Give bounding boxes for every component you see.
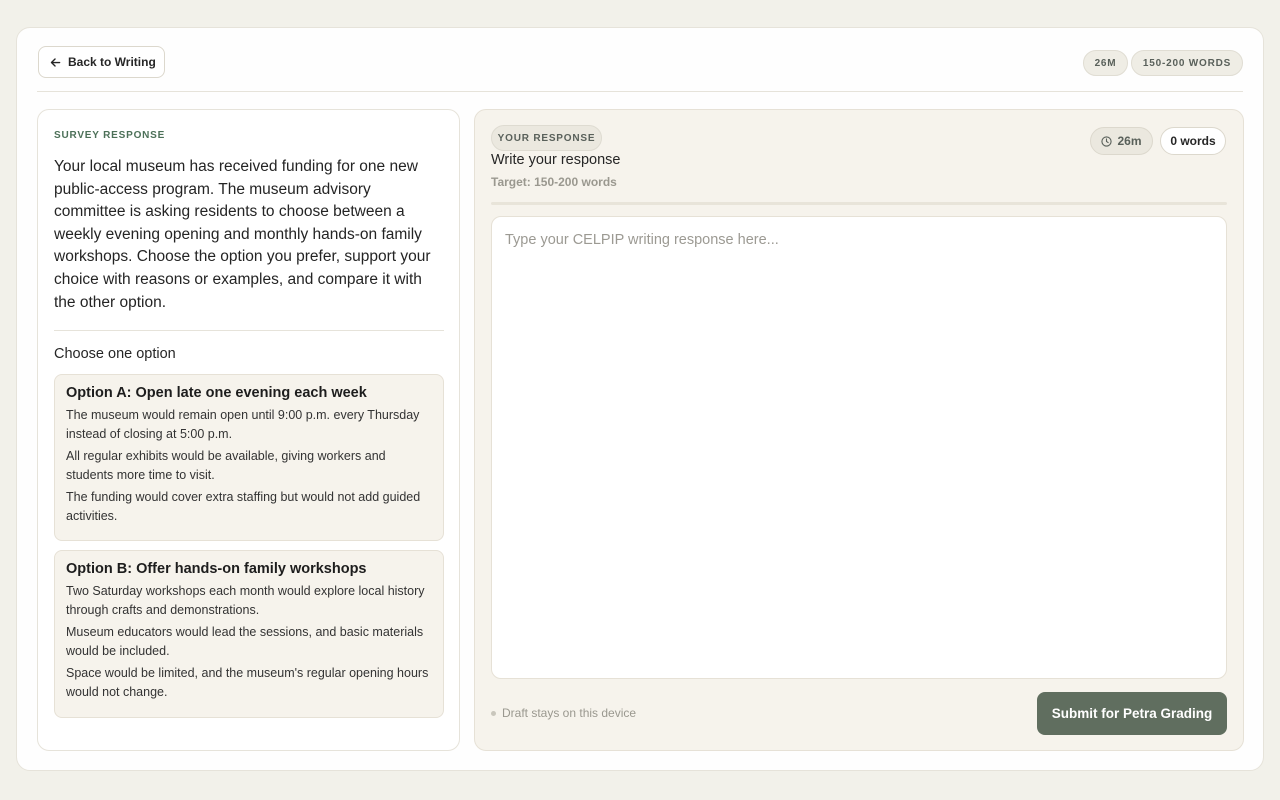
timer-pill xyxy=(1090,127,1153,155)
word-range-badge: 150-200 WORDS xyxy=(1131,50,1243,76)
choose-option-heading: Choose one option xyxy=(54,346,176,362)
time-limit-badge: 26M xyxy=(1083,50,1128,76)
timer-value: 26m xyxy=(1117,134,1142,148)
option-a-card xyxy=(54,374,444,541)
option-b-point: Two Saturday workshops each month would explore local history through crafts and demonstrations. xyxy=(66,584,425,617)
back-button-label: Back to Writing xyxy=(68,55,156,69)
task-prompt: Your local museum has received funding for one new public-access program. The museum advisory committee is asking residents to choose between a weekly evening opening and monthly hands-on family workshops. Choose the option you prefer, support your choice with reasons or examples, and compare it with the other option. xyxy=(54,158,431,311)
back-to-writing-button[interactable] xyxy=(38,46,165,78)
option-a-point: The funding would cover extra staffing but would not add guided activities. xyxy=(66,490,421,523)
response-textarea[interactable] xyxy=(491,216,1227,679)
option-a-point: The museum would remain open until 9:00 p.m. every Thursday instead of closing at 5:00 p.m. xyxy=(66,408,420,441)
draft-status xyxy=(491,706,636,720)
task-panel xyxy=(37,109,460,751)
header-divider xyxy=(37,91,1243,92)
your-response-badge: YOUR RESPONSE xyxy=(491,125,602,151)
option-b-point: Space would be limited, and the museum's regular opening hours would not change. xyxy=(66,666,429,699)
clock-icon xyxy=(1101,136,1112,147)
word-target: Target: 150-200 words xyxy=(491,175,617,189)
response-title: Write your response xyxy=(491,152,621,168)
task-divider xyxy=(54,330,444,331)
option-b-title: Option B: Offer hands-on family workshops xyxy=(66,561,367,577)
word-count-pill: 0 words xyxy=(1160,127,1226,155)
option-a-point: All regular exhibits would be available, giving workers and students more time to visit. xyxy=(66,449,386,482)
word-progress-bar xyxy=(491,202,1227,205)
task-type-label: SURVEY RESPONSE xyxy=(54,130,166,141)
writing-task-card xyxy=(16,27,1264,771)
draft-note: Draft stays on this device xyxy=(502,706,637,720)
status-dot-icon xyxy=(491,711,496,716)
option-b-card xyxy=(54,550,444,718)
submit-for-grading-button[interactable]: Submit for Petra Grading xyxy=(1037,692,1227,735)
response-panel xyxy=(474,109,1244,751)
option-b-point: Museum educators would lead the sessions, and basic materials would be included. xyxy=(66,625,424,658)
option-a-title: Option A: Open late one evening each week xyxy=(66,385,367,401)
arrow-left-icon xyxy=(50,57,61,68)
